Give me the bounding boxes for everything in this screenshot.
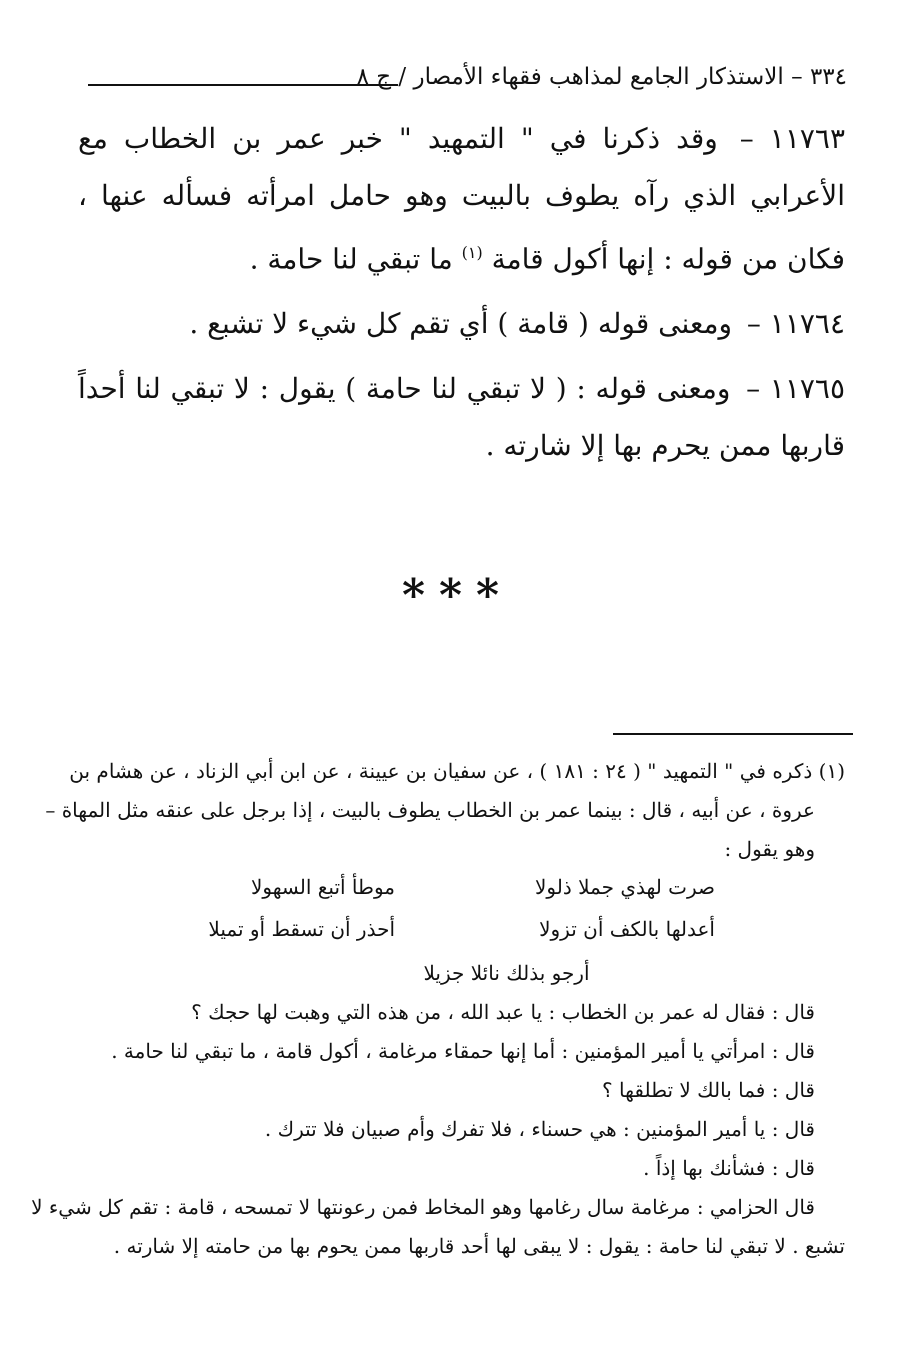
paragraph-11764 [78,295,845,352]
dialogue-line: قال : فما بالك لا تطلقها ؟ [602,1078,815,1102]
header-rule [88,84,398,86]
dialogue-line: قال : يا أمير المؤمنين : هي حسناء ، فلا تفرك وأم صبيان فلا تترك . [264,1117,815,1141]
paragraph-number: ١١٧٦٣ – [739,122,845,155]
footnote-ref[interactable]: (١) [461,243,483,262]
paragraph-number: ١١٧٦٤ – [746,307,845,341]
footnote-line: (١) ذكره في " التمهيد " ( ٢٤ : ١٨١ ) ، عن سفيان بن عيينة ، عن ابن أبي الزناد ، عن هشام بن [69,759,845,783]
paragraph-text: ومعنى قوله : ( لا تبقي لنا حامة ) يقول : لا تبقي لنا أحداً قاربها ممن يحرم بها إلا شارته . [78,372,845,463]
closing-line: قال الحزامي : مرغامة سال رغامها وهو المخاط فمن رعونتها لا تمسحه ، قامة : تقم كل شيء لا [31,1195,815,1219]
paragraph-text: ومعنى قوله ( قامة ) أي تقم كل شيء لا تشبع . [189,307,732,341]
verse-hemistich: أعدلها بالكف أن تزولا [539,917,715,941]
verse-row [78,911,845,953]
paragraph-11765 [78,360,845,474]
page-header [88,58,847,98]
paragraph-text: وقد ذكرنا في " التمهيد " خبر عمر بن الخطاب مع الأعرابي الذي رآه يطوف بالبيت وهو حامل امرأته فسأله عنها ، فكان من قوله : إنها أكول قامة [78,122,845,276]
footnote-block [31,752,845,1266]
header-title: ٣٣٤ – الاستذكار الجامع لمذاهب فقهاء الأمصار / ج ٨ [356,64,847,90]
closing-line: تشبع . لا تبقي لنا حامة : يقول : لا يبقى لها أحد قاربها ممن يحوم بها من حامته إلا شارته . [113,1234,845,1258]
paragraph-11763 [78,110,845,287]
main-text [78,110,845,482]
footnote-line: عروة ، عن أبيه ، قال : بينما عمر بن الخطاب يطوف بالبيت ، إذا برجل على عنقه مثل المهاة – [45,798,815,822]
verse-single: أرجو بذلك نائلا جزيلا [423,961,590,985]
paragraph-number: ١١٧٦٥ – [746,372,845,406]
footnote-rule [613,733,853,735]
dialogue-line: قال : فشأنك بها إذاً . [643,1156,815,1180]
verse-row [78,869,845,911]
verse-hemistich: أحذر أن تسقط أو تميلا [208,917,395,941]
dialogue-line: قال : امرأتي يا أمير المؤمنين : أما إنها حمقاء مرغامة ، أكول قامة ، ما تبقي لنا حامة . [111,1039,815,1063]
section-separator: *** [401,570,514,621]
paragraph-text-end: ما تبقي لنا حامة . [249,242,453,276]
dialogue-line: قال : فقال له عمر بن الخطاب : يا عبد الله ، من هذه التي وهبت لها حجك ؟ [191,1000,815,1024]
footnote-line: وهو يقول : [724,837,815,861]
verse-hemistich: صرت لهذي جملا ذلولا [535,875,715,899]
verse-hemistich: موطأ أتبع السهولا [250,875,395,899]
